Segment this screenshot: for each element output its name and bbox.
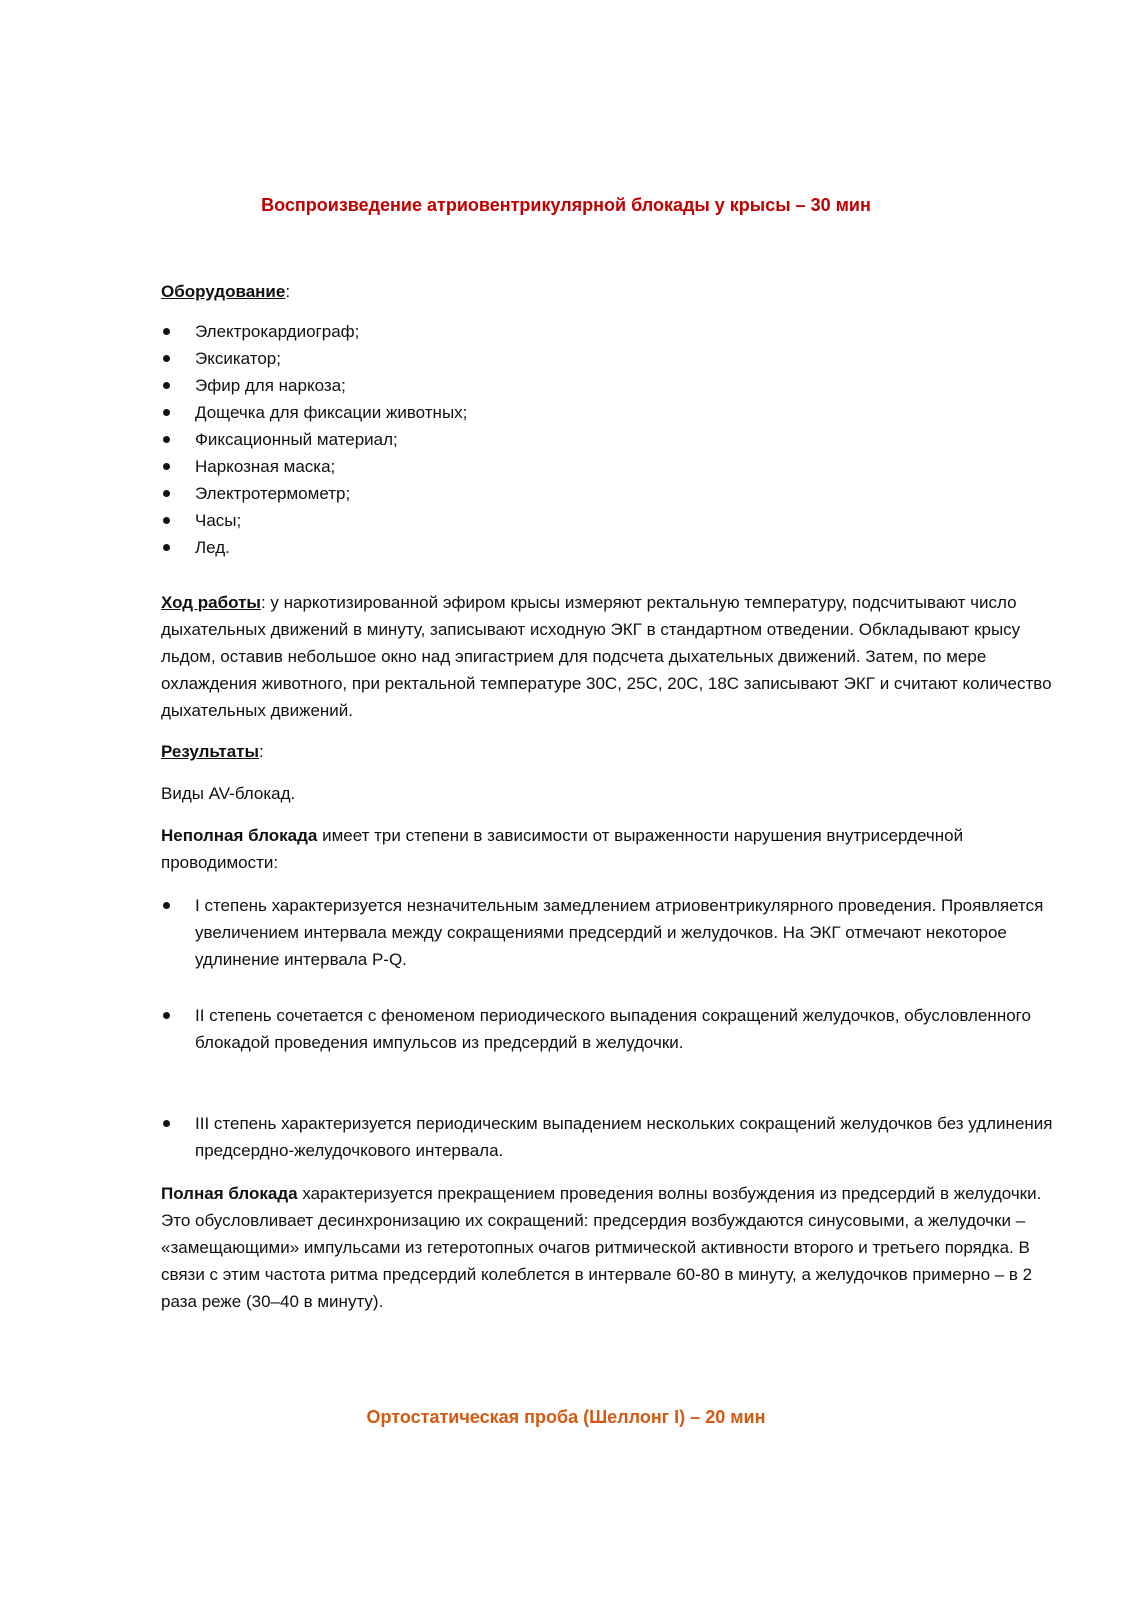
equipment-item — [161, 534, 1056, 561]
degree-item — [161, 1002, 1056, 1056]
results-heading-suffix: : — [259, 742, 264, 761]
bullet-icon — [163, 436, 170, 443]
bullet-icon — [163, 355, 170, 362]
equipment-item — [161, 426, 1056, 453]
equipment-heading-suffix: : — [285, 282, 291, 301]
bullet-icon — [163, 490, 170, 497]
bullet-icon — [163, 902, 170, 909]
equipment-item-text: Эфир для наркоза; — [195, 376, 346, 395]
equipment-item — [161, 507, 1056, 534]
bullet-icon — [163, 382, 170, 389]
bullet-icon — [163, 1120, 170, 1127]
degree-item — [161, 1110, 1056, 1164]
procedure-heading: Ход работы — [161, 593, 261, 612]
degree-item-text: II степень сочетается с феноменом периодического выпадения сокращений желудочков, обусловленного блокадой проведения импульсов из предсердий в желудочки. — [195, 1006, 1031, 1052]
degree-list-3 — [161, 1110, 1056, 1164]
equipment-item-text: Часы; — [195, 511, 242, 530]
next-section-title: Ортостатическая проба (Шеллонг I) – 20 мин — [366, 1407, 766, 1427]
degree-item-text: I степень характеризуется незначительным замедлением атриовентрикулярного проведения. Проявляется увеличением интервала между сокращениями предсердий и желудочков. На ЭКГ отмечают некоторое удлинение интервала P-Q. — [195, 896, 1044, 969]
page-title: Воспроизведение атриовентрикулярной блокады у крысы – 30 мин — [261, 195, 871, 215]
equipment-item — [161, 399, 1056, 426]
complete-block-paragraph — [161, 1180, 1056, 1315]
equipment-item-text: Электрокардиограф; — [195, 322, 360, 341]
degree-item-text: III степень характеризуется периодическим выпадением нескольких сокращений желудочков без удлинения предсердно-желудочкового интервала. — [195, 1114, 1053, 1160]
results-intro-block — [161, 780, 1056, 807]
results-heading-label: Результаты — [161, 742, 260, 761]
degree-item — [161, 892, 1056, 973]
degree-list — [161, 892, 1056, 973]
incomplete-block-section — [161, 822, 1056, 876]
incomplete-block-text: имеет три степени в зависимости от выраженности нарушения внутрисердечной проводимости: — [161, 826, 964, 872]
procedure-section — [161, 589, 1056, 724]
complete-block-term: Полная блокада — [161, 1184, 298, 1203]
bullet-icon — [163, 517, 170, 524]
equipment-item-text: Наркозная маска; — [195, 457, 336, 476]
bullet-icon — [163, 409, 170, 416]
results-intro: Виды AV-блокад. — [161, 784, 296, 803]
bullet-icon — [163, 328, 170, 335]
procedure-text: : у наркотизированной эфиром крысы измеряют ректальную температуру, подсчитывают число дыхательных движений в минуту, записывают исходную ЭКГ в стандартном отведении. Обкладывают крысу льдом, оставив небольшое окно над эпигастрием для подсчета дыхательных движений. Затем, по мере охлаждения животного, при ректальной температуре 30С, 25С, 20С, 18С записывают ЭКГ и считают количество дыхательных движений. — [161, 593, 1052, 720]
results-heading — [161, 738, 1056, 765]
equipment-item-text: Дощечка для фиксации животных; — [195, 403, 468, 422]
bullet-icon — [163, 463, 170, 470]
degree-list — [161, 1002, 1056, 1056]
equipment-item-text: Эксикатор; — [195, 349, 281, 368]
equipment-item — [161, 318, 1056, 345]
complete-block-text: характеризуется прекращением проведения волны возбуждения из предсердий в желудочки. Это обусловливает десинхронизацию их сокращений: предсердия возбуждаются синусовыми, а желудочки – «замещающими» импульсами из гетеротопных очагов ритмической активности второго и третьего порядка. В связи с этим частота ритма предсердий колеблется в интервале 60-80 в минуту, а желудочков примерно – в 2 раза реже (30–40 в минуту). — [161, 1184, 1042, 1311]
equipment-list — [161, 318, 1056, 561]
equipment-item — [161, 372, 1056, 399]
degree-list-1 — [161, 892, 1056, 973]
equipment-item — [161, 345, 1056, 372]
results-section — [161, 738, 1056, 765]
equipment-item-text: Фиксационный материал; — [195, 430, 398, 449]
bullet-icon — [163, 1012, 170, 1019]
incomplete-block-paragraph — [161, 822, 1056, 876]
equipment-item — [161, 480, 1056, 507]
degree-list-2 — [161, 1002, 1056, 1056]
incomplete-block-term: Неполная блокада — [161, 826, 318, 845]
equipment-heading-label: Оборудование — [161, 282, 286, 301]
equipment-item-text: Лед. — [195, 538, 230, 557]
equipment-item — [161, 453, 1056, 480]
bullet-icon — [163, 544, 170, 551]
procedure-paragraph — [161, 589, 1056, 724]
equipment-item-text: Электротермометр; — [195, 484, 351, 503]
equipment-heading — [161, 278, 1056, 305]
complete-block-section — [161, 1180, 1056, 1315]
degree-list — [161, 1110, 1056, 1164]
equipment-section — [161, 278, 1056, 561]
